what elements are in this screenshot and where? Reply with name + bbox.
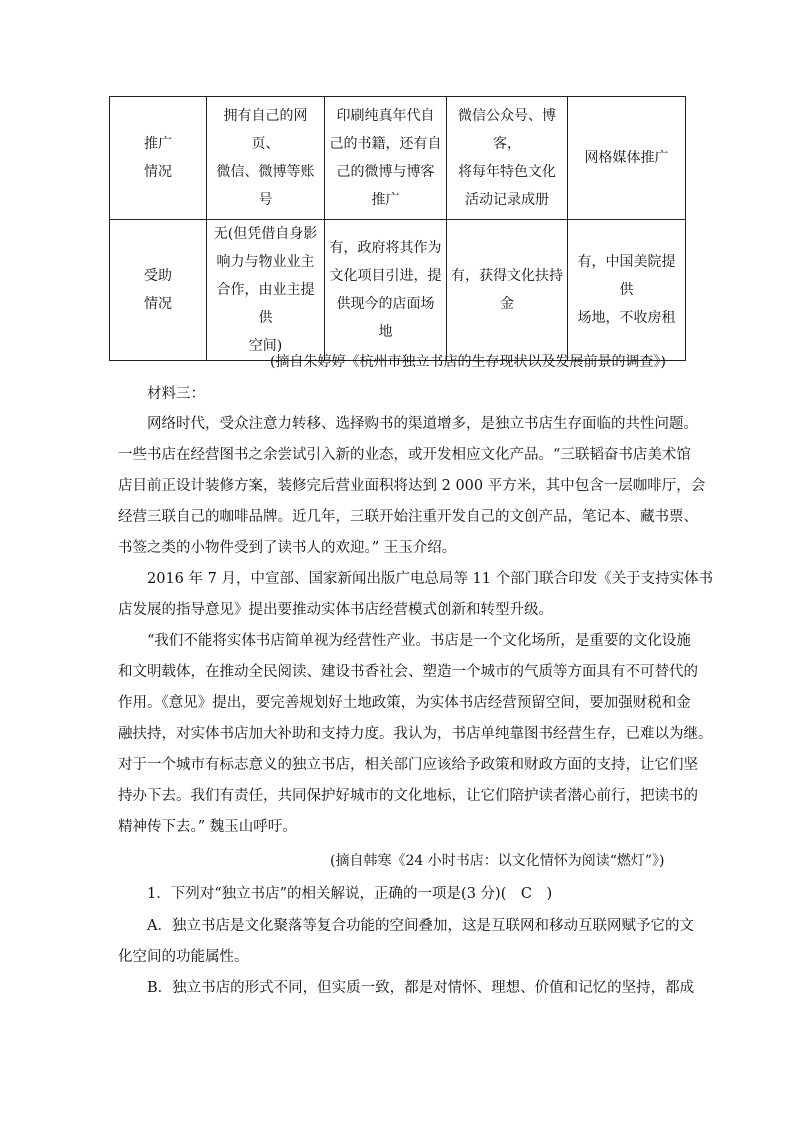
cell-line: 微信公众号、博客， [458, 108, 556, 152]
table-cell [207, 220, 325, 361]
cell-line: 推广 [371, 192, 400, 208]
cell-line: 印刷纯真年代自 [336, 108, 435, 124]
cell-line: 有，政府将其作为 [329, 240, 442, 256]
paragraph-line: 精神传下去。” 魏玉山呼吁。 [118, 819, 297, 835]
paragraph-line: 经营三联自己的咖啡品牌。近几年，三联开始注重开发自己的文创产品，笔记本、藏书票、 [118, 509, 698, 525]
table-cell [447, 97, 568, 220]
cell-line: 拥有自己的网页、 [223, 108, 308, 152]
article-source-citation: (摘自韩寒《24 小时书店：以文化情怀为阅读“燃灯”》) [330, 853, 665, 869]
cell-line: 有，中国美院提供 [577, 254, 676, 298]
material-three-heading: 材料三： [147, 386, 205, 402]
table-row-promotion [110, 97, 686, 220]
paragraph-3 [118, 626, 713, 843]
cell-line: 供现今的店面场 [336, 296, 435, 312]
table-cell [447, 220, 568, 361]
row-header-line: 情况 [144, 296, 172, 312]
cell-line: 有，获得文化扶持 [451, 268, 563, 284]
cell-line: 己的微博与博客 [336, 164, 435, 180]
bookstore-comparison-table [109, 96, 686, 361]
cell-line: 金 [500, 296, 514, 312]
table-row-funding [110, 220, 686, 361]
cell-line: 将每年特色文化 [458, 164, 556, 180]
paragraph-line: 店发展的指导意见》提出要推动实体书店经营模式创新和转型升级。 [118, 602, 553, 618]
cell-line: 微信、微博等账号 [216, 164, 315, 208]
option-line: B．独立书店的形式不同，但实质一致，都是对情怀、理想、价值和记忆的坚持，都成 [147, 980, 695, 996]
cell-line: 无(但凭借自身影 [213, 226, 318, 242]
cell-line: 响力与物业业主 [216, 254, 315, 270]
option-a [118, 911, 694, 973]
paragraph-line: 融扶持，对实体书店加大补助和支持力度。我认为，书店单纯靠图书经营生存，已难以为继。 [118, 726, 713, 742]
option-line: 化空间的功能属性。 [118, 949, 249, 965]
cell-line: 活动记录成册 [465, 192, 549, 208]
paragraph-line: 书签之类的小物件受到了读书人的欢迎。” 王玉介绍。 [118, 540, 457, 556]
cell-line: 场地，不收房租 [577, 310, 676, 326]
row-header-cell [110, 97, 207, 220]
paragraph-line: 2016 年 7 月，中宣部、国家新闻出版广电总局等 11 个部门联合印发《关于支持实体书 [147, 571, 714, 587]
paragraph-line: “我们不能将实体书店简单视为经营性产业。书店是一个文化场所，是重要的文化设施 [147, 633, 691, 649]
option-line: A．独立书店是文化聚落等复合功能的空间叠加，这是互联网和移动互联网赋予它的文 [147, 918, 694, 934]
table-source-citation: (摘自朱婷婷《杭州市独立书店的生存现状以及发展前景的调查》) [270, 354, 666, 370]
cell-line: 地 [378, 324, 393, 340]
paragraph-line: 店目前正设计装修方案，装修完后营业面积将达到 2 000 平方米，其中包含一层咖啡厅，会 [118, 478, 706, 494]
row-header-line: 受助 [144, 268, 172, 284]
paragraph-line: 持办下去。我们有责任，共同保护好城市的文化地标，让它们陪护读者潜心前行，把读书的 [118, 788, 698, 804]
table-cell [325, 220, 447, 361]
cell-line: 网格媒体推广 [584, 150, 669, 166]
paragraph-line: 作用。《意见》提出，要完善规划好土地政策，为实体书店经营预留空间，要加强财税和金 [118, 695, 691, 711]
paragraph-line: 网络时代，受众注意力转移、选择购书的渠道增多，是独立书店生存面临的共性问题。 [147, 416, 698, 432]
question-1-stem: 1．下列对“独立书店”的相关解说，正确的一项是(3 分)( C ) [147, 886, 553, 902]
row-header-line: 情况 [144, 164, 172, 180]
option-b [118, 973, 695, 1004]
cell-line: 合作，由业主提供 [216, 282, 315, 326]
paragraph-line: 和文明载体，在推动全民阅读、建设书香社会、塑造一个城市的气质等方面具有不可替代的 [118, 664, 698, 680]
row-header-cell [110, 220, 207, 361]
table-cell [568, 97, 686, 220]
table-cell [568, 220, 686, 361]
table-cell [207, 97, 325, 220]
cell-line: 己的书籍，还有自 [329, 136, 442, 152]
table-cell [325, 97, 447, 220]
paragraph-1 [118, 409, 706, 564]
paragraph-2 [118, 564, 714, 626]
paragraph-line: 对于一个城市有标志意义的独立书店，相关部门应该给予政策和财政方面的支持，让它们坚 [118, 757, 698, 773]
cell-line: 文化项目引进，提 [329, 268, 442, 284]
cell-line: 空间) [248, 338, 283, 354]
paragraph-line: 一些书店在经营图书之余尝试引入新的业态，或开发相应文化产品。“三联韬奋书店美术馆 [118, 447, 691, 463]
row-header-line: 推广 [144, 136, 172, 152]
